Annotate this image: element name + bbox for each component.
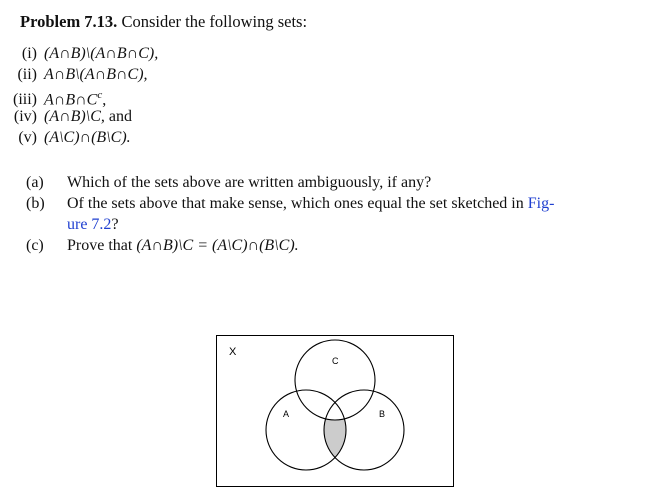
venn-diagram: [216, 335, 454, 487]
set-item: [17, 64, 158, 85]
universe-label: X: [229, 346, 237, 358]
set-tail: and: [104, 108, 132, 125]
question-text: Prove that: [67, 237, 137, 254]
set-expression: (A\C)∩(B\C).: [44, 129, 131, 146]
set-label: (iii): [13, 91, 37, 109]
question-b-continuation: [26, 214, 554, 235]
sets-list: [13, 43, 159, 148]
question-text: Of the sets above that make sense, which ones equal the set sketched in: [67, 195, 528, 212]
question-c: [26, 235, 554, 256]
set-item: [18, 127, 158, 148]
question-after: ?: [111, 216, 119, 233]
set-label: (ii): [17, 66, 37, 83]
set-item: [13, 106, 158, 127]
set-c-circle: [295, 340, 375, 420]
question-a: [26, 172, 554, 193]
set-superscript: c: [97, 89, 103, 101]
set-a-label: A: [283, 409, 290, 419]
set-label: (iv): [13, 108, 37, 125]
question-expression: (A∩B)\C = (A\C)∩(B\C).: [136, 237, 299, 254]
set-expression: (A∩B)\C,: [44, 108, 105, 125]
set-c-label: C: [332, 356, 339, 366]
question-label: (a): [26, 174, 44, 191]
set-item: [21, 43, 159, 64]
question-label: (b): [26, 195, 45, 212]
question-b: [26, 193, 554, 214]
question-label: (c): [26, 237, 44, 254]
set-expression: A∩B\(A∩B∩C),: [44, 66, 148, 83]
set-label: (i): [21, 45, 37, 62]
set-expression: A∩B∩C: [44, 91, 98, 109]
set-item: [13, 85, 158, 109]
set-expression: (A∩B)\(A∩B∩C),: [44, 45, 159, 62]
questions-list: [26, 172, 554, 256]
problem-intro: Consider the following sets:: [117, 12, 308, 31]
problem-label: Problem 7.13.: [20, 12, 118, 31]
figure-link-continued[interactable]: ure 7.2: [67, 216, 112, 233]
set-label: (v): [18, 129, 37, 146]
set-b-label: B: [379, 409, 386, 419]
question-text: Which of the sets above are written ambiguously, if any?: [67, 174, 432, 191]
figure-link[interactable]: Fig-: [527, 195, 555, 212]
set-tail: ,: [102, 91, 107, 109]
problem-heading: [20, 12, 307, 32]
